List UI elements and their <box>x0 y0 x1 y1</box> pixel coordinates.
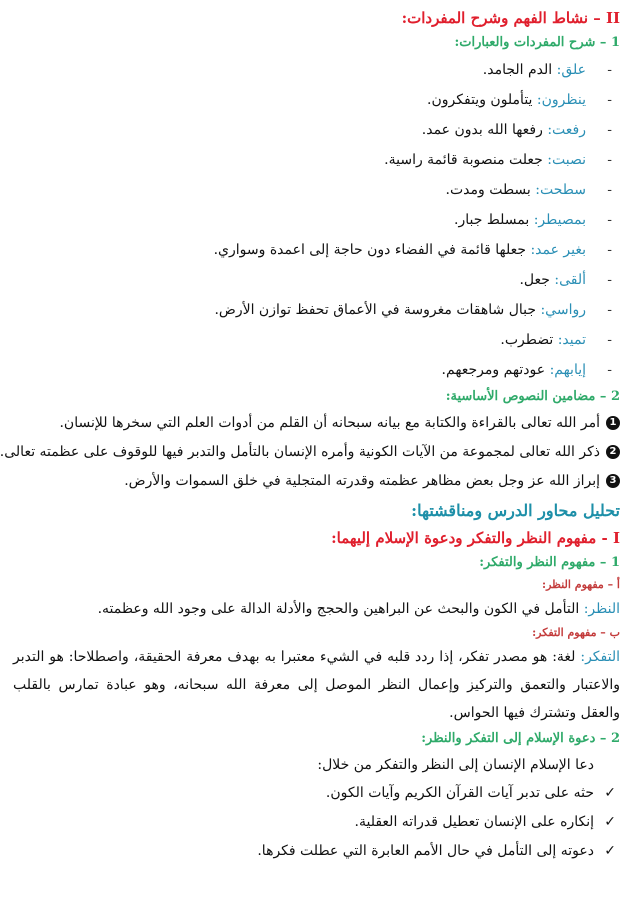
subtitle-invitation: 2 – دعوة الإسلام إلى التفكر والنظر: <box>421 731 620 746</box>
vocabulary-list <box>13 55 620 385</box>
checklist <box>13 779 620 866</box>
tafakkur-definition: لغة: هو مصدر تفكر، إذا ردد قلبه في الشيء معتبرا به بهدف معرفة الحقيقة، واصطلاحا: هو التدبر والاعتبار والتعمق والتركيز وإعمال النظر الموصل إلى معرفة الله سبحانه، وهو عبادة تمارس بالقلب والعقل وتشترك فيها الحواس. <box>13 649 620 721</box>
dash-bullet: - <box>607 212 612 228</box>
list-item <box>13 205 612 235</box>
vocab-term: سطحت: <box>535 182 586 198</box>
list-item <box>13 115 612 145</box>
list-item <box>13 808 616 837</box>
dash-bullet: - <box>607 62 612 78</box>
list-item <box>13 779 616 808</box>
tafakkur-paragraph <box>13 643 620 727</box>
list-item <box>13 85 612 115</box>
subtitle-contents: 2 – مضامين النصوص الأساسية: <box>445 389 620 404</box>
dash-bullet: - <box>607 182 612 198</box>
list-item <box>13 295 612 325</box>
list-item <box>13 467 617 496</box>
nazar-term: النظر: <box>583 601 620 617</box>
check-text: إنكاره على الإنسان تعطيل قدراته العقلية. <box>354 814 594 830</box>
list-item <box>13 55 612 85</box>
subtitle-vocabulary: 1 – شرح المفردات والعبارات: <box>454 35 620 50</box>
dash-bullet: - <box>607 272 612 288</box>
vocab-definition: تضطرب. <box>500 332 558 348</box>
subtitle-concept: 1 – مفهوم النظر والتفكر: <box>479 555 620 570</box>
list-item <box>13 235 612 265</box>
vocab-definition: جعلها قائمة في الفضاء دون حاجة إلى اعمدة وسواري. <box>213 242 531 258</box>
vocab-term: رواسي: <box>540 302 586 318</box>
vocab-definition: الدم الجامد. <box>482 62 557 78</box>
vocab-term: نصبت: <box>547 152 586 168</box>
list-item <box>13 325 612 355</box>
tafakkur-term: التفكر: <box>580 649 620 665</box>
subtitle-nazar: أ – مفهوم النظر: <box>542 578 620 591</box>
vocab-term: بمصيطر: <box>533 212 586 228</box>
vocab-definition: عودتهم ومرجعهم. <box>441 362 550 378</box>
section-title-understanding: II – نشاط الفهم وشرح المفردات: <box>401 9 620 27</box>
checkmark-icon: ✓ <box>604 843 616 859</box>
list-item <box>13 145 612 175</box>
vocab-definition: بمسلط جبار. <box>454 212 534 228</box>
subtitle-tafakkur: ب – مفهوم التفكر: <box>532 626 620 639</box>
vocab-term: ألقى: <box>554 272 586 288</box>
vocab-term: بغير عمد: <box>530 242 586 258</box>
vocab-term: علق: <box>556 62 586 78</box>
content-text: إبراز الله عز وجل بعض مظاهر عظمته وقدرته المتجلية في خلق السموات والأرض. <box>124 473 600 489</box>
dash-bullet: - <box>607 332 612 348</box>
number-badge: 3 <box>606 474 620 488</box>
vocab-term: إيابهم: <box>549 362 586 378</box>
vocab-definition: يتأملون ويتفكرون. <box>427 92 537 108</box>
vocab-definition: جبال شاهقات مغروسة في الأعماق تحفظ توازن الأرض. <box>214 302 541 318</box>
dash-bullet: - <box>607 122 612 138</box>
checkmark-icon: ✓ <box>604 814 616 830</box>
list-item <box>13 265 612 295</box>
part1-title: I - مفهوم النظر والتفكر ودعوة الإسلام إليهما: <box>331 529 620 547</box>
list-item <box>13 355 612 385</box>
check-text: دعوته إلى التأمل في حال الأمم العابرة التي عطلت فكرها. <box>257 843 594 859</box>
list-item <box>13 409 617 438</box>
dash-bullet: - <box>607 302 612 318</box>
vocab-term: ينظرون: <box>536 92 586 108</box>
dash-bullet: - <box>607 92 612 108</box>
checkmark-icon: ✓ <box>604 785 616 801</box>
number-badge: 2 <box>606 445 620 459</box>
vocab-definition: جعل. <box>519 272 555 288</box>
vocab-definition: بسطت ومدت. <box>445 182 536 198</box>
dash-bullet: - <box>607 152 612 168</box>
nazar-definition: التأمل في الكون والبحث عن البراهين والحجج والأدلة الدالة على وجود الله وعظمته. <box>97 601 584 617</box>
vocab-definition: جعلت منصوبة قائمة راسية. <box>384 152 548 168</box>
section-title-analysis: تحليل محاور الدرس ومناقشتها: <box>411 501 620 520</box>
check-text: حثه على تدبر آيات القرآن الكريم وآيات الكون. <box>325 785 594 801</box>
list-item <box>13 175 612 205</box>
nazar-paragraph <box>13 595 620 623</box>
invitation-intro: دعا الإسلام الإنسان إلى النظر والتفكر من خلال: <box>317 757 594 773</box>
dash-bullet: - <box>607 362 612 378</box>
contents-list <box>0 409 620 496</box>
dash-bullet: - <box>607 242 612 258</box>
number-badge: 1 <box>606 416 620 430</box>
content-text: أمر الله تعالى بالقراءة والكتابة مع بيانه سبحانه أن القلم من أدوات العلم التي سخرها للإنسان. <box>59 415 600 431</box>
list-item <box>0 438 617 467</box>
vocab-term: تميد: <box>557 332 586 348</box>
vocab-definition: رفعها الله بدون عمد. <box>421 122 548 138</box>
content-text: ذكر الله تعالى لمجموعة من الآيات الكونية وأمره الإنسان بالتأمل والتدبر فيها للوقوف على عظمته تعالى. <box>0 444 600 460</box>
list-item <box>13 837 616 866</box>
vocab-term: رفعت: <box>547 122 586 138</box>
